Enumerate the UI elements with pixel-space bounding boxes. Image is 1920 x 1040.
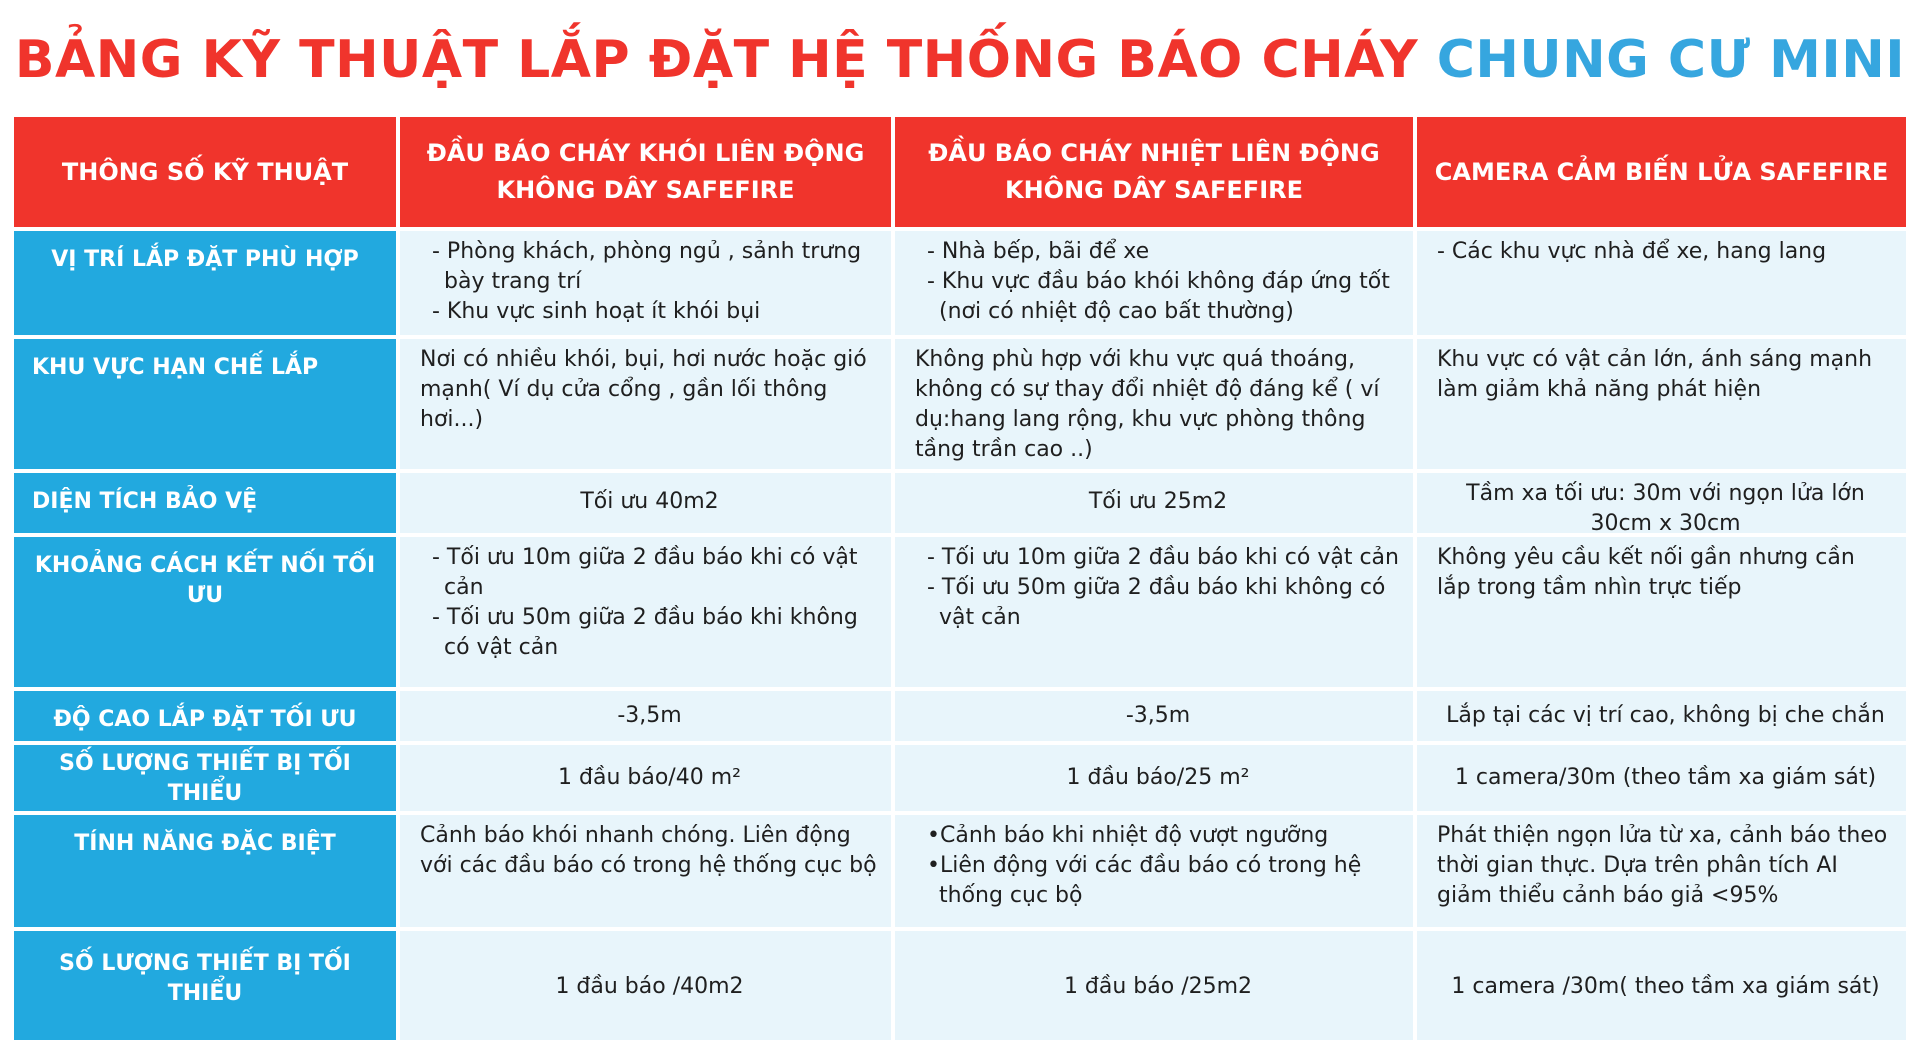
text-line: - Tối ưu 10m giữa 2 đầu báo khi có vật cản [432,545,858,600]
text-line: 1 đầu báo/40 m² [558,765,741,790]
text-line: - Tối ưu 10m giữa 2 đầu báo khi có vật cản [927,545,1399,570]
text-line: Nơi có nhiều khói, bụi, hơi nước hoặc gió mạnh( Ví dụ cửa cổng , gần lối thông hơi...) [420,347,867,432]
text-line: Không yêu cầu kết nối gần nhưng cần lắp trong tầm nhìn trực tiếp [1437,545,1855,600]
cell-camera-install-height [1417,691,1906,741]
cell-heat-connection-distance [895,537,1413,687]
text-line: Tối ưu 25m2 [1088,489,1228,514]
text-line: - Khu vực đầu báo khói không đáp ứng tốt (nơi có nhiệt độ cao bất thường) [927,269,1390,324]
cell-heat-special-features [895,815,1413,927]
cell-smoke-restricted-area [400,339,891,469]
cell-camera-protection-area [1417,473,1906,533]
cell-smoke-special-features [400,815,891,927]
header-fire-camera: CAMERA CẢM BIẾN LỬA SAFEFIRE [1417,117,1906,227]
cell-heat-protection-area [895,473,1413,533]
cell-heat-min-devices [895,745,1413,811]
text-line: Lắp tại các vị trí cao, không bị che chắn [1446,703,1885,728]
text-line: 1 camera/30m (theo tầm xa giám sát) [1454,765,1877,790]
text-line: - Tối ưu 50m giữa 2 đầu báo khi không có vật cản [927,575,1386,630]
header-spec: THÔNG SỐ KỸ THUẬT [14,117,396,227]
page-title [0,20,1920,100]
text-line: Không phù hợp với khu vực quá thoáng, không có sự thay đổi nhiệt độ đáng kể ( ví dụ:hang lang rộng, khu vực phòng thông tầng trần cao ..) [915,347,1380,462]
text-line: Cảnh báo khói nhanh chóng. Liên động với các đầu báo có trong hệ thống cục bộ [420,823,877,878]
spec-table [14,117,1906,1040]
text-line: Khu vực có vật cản lớn, ánh sáng mạnh làm giảm khả năng phát hiện [1437,347,1873,402]
text-line: •Cảnh báo khi nhiệt độ vượt ngưỡng [927,823,1329,848]
row-label-restricted-area: KHU VỰC HẠN CHẾ LẮP [14,339,396,469]
text-line: Tầm xa tối ưu: 30m với ngọn lửa lớn 30cm x 30cm [1466,481,1865,533]
text-line: - Các khu vực nhà để xe, hang lang [1437,239,1827,264]
title-part-red: BẢNG KỸ THUẬT LẮP ĐẶT HỆ THỐNG BÁO CHÁY [14,30,1419,90]
text-line: 1 đầu báo /40m2 [555,973,744,999]
cell-smoke-min-devices-2 [400,931,891,1040]
cell-smoke-install-height [400,691,891,741]
row-label-install-location: VỊ TRÍ LẮP ĐẶT PHÙ HỢP [14,231,396,335]
title-part-blue: CHUNG CƯ MINI [1436,30,1906,90]
text-line: Tối ưu 40m2 [580,489,719,514]
row-label-min-devices-2: SỐ LƯỢNG THIẾT BỊ TỐI THIỂU [14,931,396,1040]
cell-camera-restricted-area [1417,339,1906,469]
text-line: - Tối ưu 50m giữa 2 đầu báo khi không có vật cản [432,605,858,660]
cell-smoke-protection-area [400,473,891,533]
row-label-install-height: ĐỘ CAO LẮP ĐẶT TỐI ƯU [14,691,396,741]
cell-camera-install-location [1417,231,1906,335]
cell-heat-install-height [895,691,1413,741]
cell-heat-restricted-area [895,339,1413,469]
cell-smoke-connection-distance [400,537,891,687]
text-line: 1 camera /30m( theo tầm xa giám sát) [1451,973,1880,999]
cell-camera-special-features [1417,815,1906,927]
text-line: - Nhà bếp, bãi để xe [927,239,1150,264]
cell-camera-min-devices [1417,745,1906,811]
row-label-connection-distance: KHOẢNG CÁCH KẾT NỐI TỐI ƯU [14,537,396,687]
text-line: - Phòng khách, phòng ngủ , sảnh trưng bày trang trí [432,239,862,294]
cell-camera-min-devices-2 [1417,931,1906,1040]
text-line: 1 đầu báo /25m2 [1063,973,1253,999]
text-line: 1 đầu báo/25 m² [1066,765,1250,790]
cell-smoke-min-devices [400,745,891,811]
row-label-protection-area: DIỆN TÍCH BẢO VỆ [14,473,396,533]
text-line: -3,5m [617,703,682,728]
text-line: -3,5m [1125,703,1191,728]
text-line: - Khu vực sinh hoạt ít khói bụi [432,299,761,324]
header-heat-detector: ĐẦU BÁO CHÁY NHIỆT LIÊN ĐỘNG KHÔNG DÂY SAFEFIRE [895,117,1413,227]
cell-heat-install-location [895,231,1413,335]
cell-heat-min-devices-2 [895,931,1413,1040]
cell-smoke-install-location [400,231,891,335]
row-label-special-features: TÍNH NĂNG ĐẶC BIỆT [14,815,396,927]
text-line: Phát thiện ngọn lửa từ xa, cảnh báo theo thời gian thực. Dựa trên phân tích AI giảm thiểu cảnh báo giả <95% [1437,823,1888,908]
row-label-min-devices: SỐ LƯỢNG THIẾT BỊ TỐI THIỂU [14,745,396,811]
text-line: •Liên động với các đầu báo có trong hệ thống cục bộ [927,853,1362,908]
header-smoke-detector: ĐẦU BÁO CHÁY KHÓI LIÊN ĐỘNG KHÔNG DÂY SAFEFIRE [400,117,891,227]
cell-camera-connection-distance [1417,537,1906,687]
